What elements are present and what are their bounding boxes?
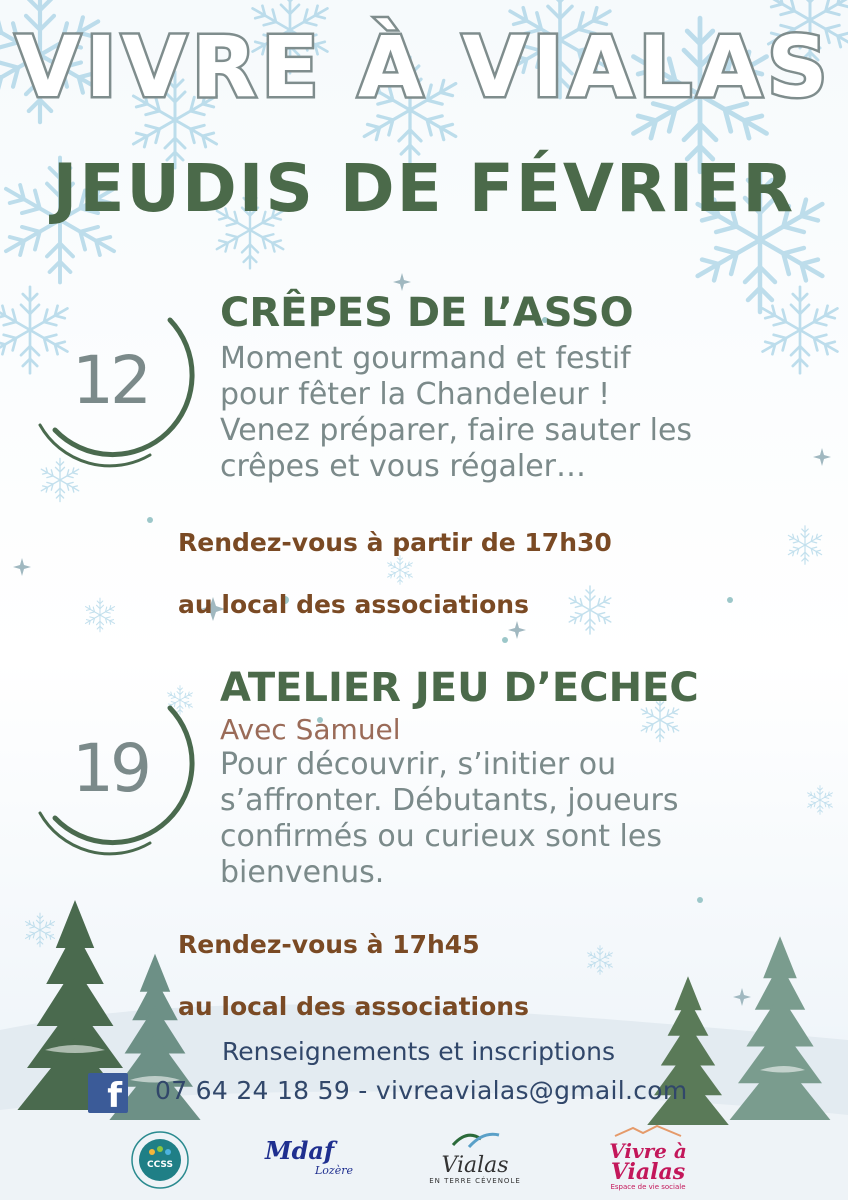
meeting-line: au local des associations [178,590,529,619]
event-title: ATELIER JEU D’ECHEC [220,665,699,711]
vialas-logo-subtext: EN TERRE CÉVENOLE [429,1177,521,1185]
facebook-icon[interactable]: f [88,1073,128,1113]
contact-heading: Renseignements et inscriptions [222,1037,615,1066]
mdaf-logo-subtext: Lozère [315,1164,354,1177]
ccss-logo [130,1130,190,1190]
description-line: s’affronter. Débutants, joueurs [220,783,679,818]
vivre-logo-line1: Vivre à [609,1139,687,1163]
ccss-logo-mark [130,1130,190,1190]
vialas-logo [425,1125,525,1195]
vivre-logo-line2: Vialas [610,1159,686,1185]
event-meeting-info [178,496,612,651]
vivre-logo-subtext: Espace de vie sociale [610,1183,686,1191]
description-line: crêpes et vous régaler… [220,449,587,484]
event-host: Avec Samuel [220,713,401,746]
ccss-logo-text: CCSS [147,1160,173,1170]
meeting-line: au local des associations [178,992,529,1021]
event-meeting-info [178,898,529,1053]
event-title: CRÊPES DE L’ASSO [220,290,634,336]
poster-subtitle: JEUDIS DE FÉVRIER [52,150,796,227]
event-day-number: 12 [72,342,148,419]
meeting-line: Rendez-vous à 17h45 [178,930,480,959]
poster-title: VIVRE À VIALAS [15,18,833,116]
vivre-logo-mountain [613,1125,683,1137]
description-line: confirmés ou curieux sont les [220,819,662,854]
event-description [220,341,820,485]
mdaf-logo [265,1138,365,1188]
contact-phone-email: 07 64 24 18 59 - vivreavialas@gmail.com [155,1076,688,1105]
vialas-logo-mark [445,1125,505,1151]
description-line: Moment gourmand et festif [220,341,631,376]
meeting-line: Rendez-vous à partir de 17h30 [178,528,612,557]
vialas-logo-text: Vialas [441,1153,509,1178]
description-line: pour fêter la Chandeleur ! [220,377,611,412]
description-line: Pour découvrir, s’initier ou [220,747,617,782]
description-line: bienvenus. [220,855,385,890]
vivre-a-vialas-logo [598,1122,698,1196]
event-description [220,747,820,891]
event-day-number: 19 [72,730,148,807]
description-line: Venez préparer, faire sauter les [220,413,693,448]
mdaf-logo-text: Mdaf [265,1136,335,1165]
